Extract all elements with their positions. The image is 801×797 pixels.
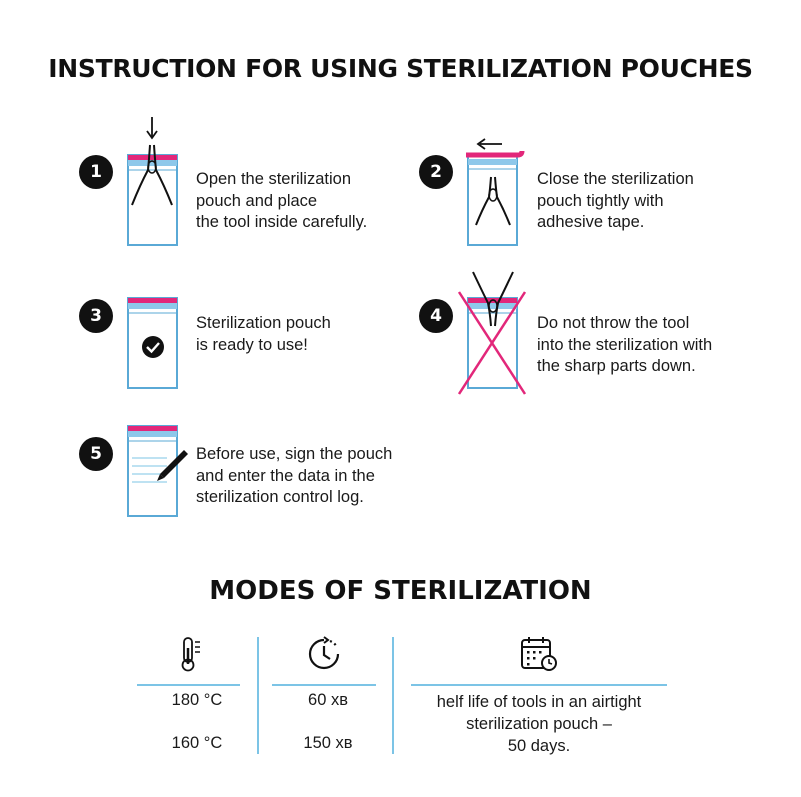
step-1-number: 1: [79, 155, 113, 189]
divider-line: [411, 684, 667, 686]
calendar-icon: [519, 635, 559, 673]
modes-title: MODES OF STERILIZATION: [209, 576, 592, 606]
shelf-life-text: helf life of tools in an airtight sterilization pouch – 50 days.: [436, 693, 642, 755]
step-3-number: 3: [79, 299, 113, 333]
divider-line: [137, 684, 240, 686]
pouch-with-tool-icon: [122, 115, 182, 250]
step-2-number: 2: [419, 155, 453, 189]
step-1-text: Open the sterilization pouch and place the tool inside carefully.: [196, 170, 368, 231]
pouch-sealed-icon: [462, 135, 527, 250]
thermometer-icon: [178, 636, 204, 672]
step-5-number: 5: [79, 437, 113, 471]
step-2-text: Close the sterilization pouch tightly with adhesive tape.: [537, 170, 694, 231]
pouch-sign-icon: [122, 420, 192, 520]
step-5-text: Before use, sign the pouch and enter the data in the sterilization control log.: [196, 445, 393, 506]
column-divider: [257, 637, 259, 754]
timer-icon: [306, 636, 346, 672]
step-4-number: 4: [419, 299, 453, 333]
divider-line: [272, 684, 376, 686]
step-4-text: Do not throw the tool into the sterilization with the sharp parts down.: [537, 314, 713, 375]
time-value: 60 хв: [308, 691, 348, 709]
pouch-ready-icon: [122, 292, 184, 392]
temperature-value: 160 °C: [171, 734, 223, 752]
page-title: INSTRUCTION FOR USING STERILIZATION POUCHES: [48, 54, 753, 83]
pouch-wrong-orientation-icon: [455, 268, 535, 398]
time-value: 150 хв: [303, 734, 353, 752]
step-3-text: Sterilization pouch is ready to use!: [196, 314, 331, 354]
column-divider: [392, 637, 394, 754]
temperature-value: 180 °C: [171, 691, 223, 709]
